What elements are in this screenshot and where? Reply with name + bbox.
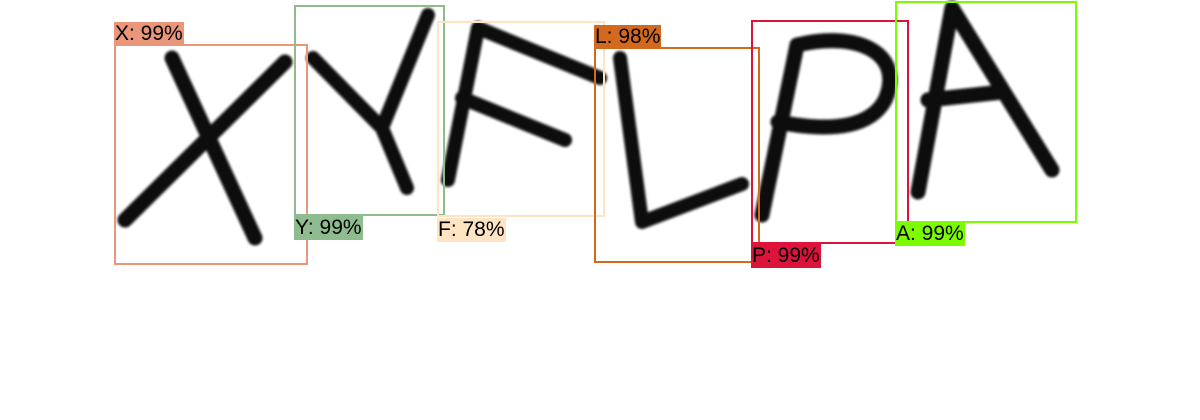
bounding-box-p <box>751 20 909 244</box>
label-y: Y: 99% <box>295 216 362 239</box>
bounding-box-x <box>114 44 308 265</box>
bounding-box-a <box>895 1 1077 223</box>
bounding-box-l <box>594 47 760 263</box>
label-l: L: 98% <box>595 25 661 48</box>
label-p: P: 99% <box>752 244 820 267</box>
label-f: F: 78% <box>438 218 505 241</box>
bounding-box-f <box>437 21 605 217</box>
label-x: X: 99% <box>115 22 183 45</box>
label-a: A: 99% <box>896 222 964 245</box>
bounding-box-y <box>294 5 445 216</box>
